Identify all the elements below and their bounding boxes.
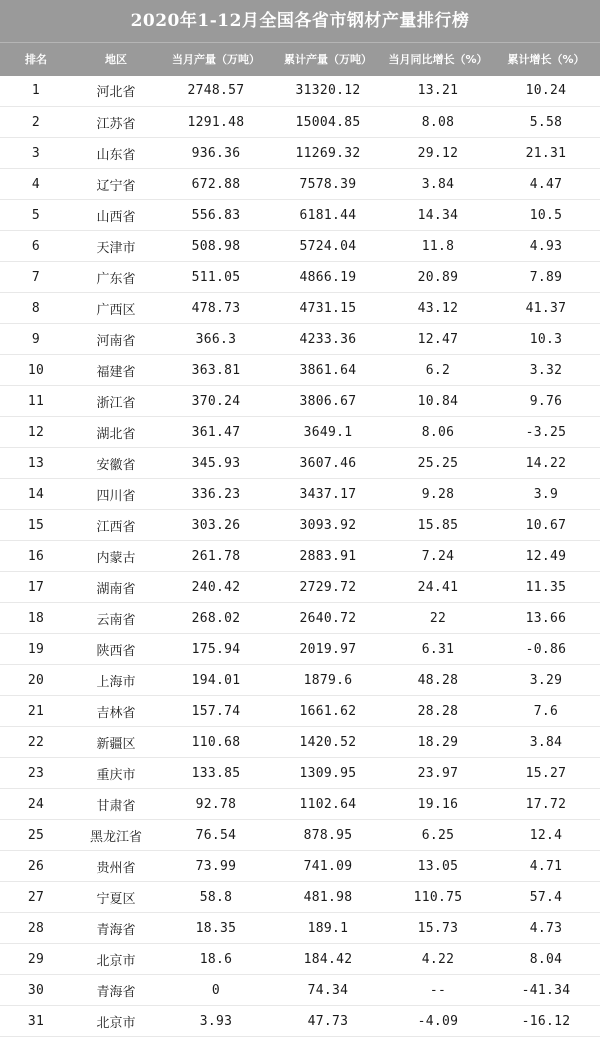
rank-cell: 4	[0, 169, 72, 200]
monthly-output-cell: 268.02	[160, 603, 272, 634]
region-cell: 河南省	[72, 324, 160, 355]
cumulative-growth-cell: 11.35	[492, 572, 600, 603]
rank-cell: 17	[0, 572, 72, 603]
cumulative-output-cell: 4866.19	[272, 262, 384, 293]
monthly-output-cell: 936.36	[160, 138, 272, 169]
cumulative-growth-cell: 4.47	[492, 169, 600, 200]
rank-cell: 11	[0, 386, 72, 417]
cumulative-growth-cell: 4.71	[492, 851, 600, 882]
cumulative-output-cell: 189.1	[272, 913, 384, 944]
cumulative-output-cell: 3607.46	[272, 448, 384, 479]
region-cell: 甘肃省	[72, 789, 160, 820]
region-cell: 辽宁省	[72, 169, 160, 200]
region-cell: 新疆区	[72, 727, 160, 758]
cumulative-growth-cell: 12.49	[492, 541, 600, 572]
table-header	[0, 43, 600, 76]
region-cell: 天津市	[72, 231, 160, 262]
monthly-output-cell: 478.73	[160, 293, 272, 324]
monthly-output-cell: 345.93	[160, 448, 272, 479]
region-cell: 山东省	[72, 138, 160, 169]
rank-cell: 7	[0, 262, 72, 293]
rank-cell: 28	[0, 913, 72, 944]
region-cell: 上海市	[72, 665, 160, 696]
cumulative-growth-cell: 4.73	[492, 913, 600, 944]
cumulative-output-cell: 3861.64	[272, 355, 384, 386]
monthly-yoy-growth-cell: 20.89	[384, 262, 492, 293]
rank-cell: 10	[0, 355, 72, 386]
monthly-yoy-growth-cell: 6.2	[384, 355, 492, 386]
monthly-output-cell: 175.94	[160, 634, 272, 665]
region-cell: 内蒙古	[72, 541, 160, 572]
rank-cell: 5	[0, 200, 72, 231]
cumulative-growth-cell: -16.12	[492, 1006, 600, 1037]
monthly-yoy-growth-cell: 13.05	[384, 851, 492, 882]
header-rank: 排名	[0, 43, 72, 76]
rank-cell: 16	[0, 541, 72, 572]
table-row	[0, 386, 600, 417]
rank-cell: 23	[0, 758, 72, 789]
table-body	[0, 76, 600, 1037]
ranking-table	[0, 42, 600, 1037]
rank-cell: 12	[0, 417, 72, 448]
monthly-output-cell: 18.6	[160, 944, 272, 975]
rank-cell: 15	[0, 510, 72, 541]
rank-cell: 9	[0, 324, 72, 355]
table-row	[0, 1006, 600, 1037]
rank-cell: 24	[0, 789, 72, 820]
table-row	[0, 758, 600, 789]
cumulative-growth-cell: 57.4	[492, 882, 600, 913]
header-monthly-output: 当月产量（万吨）	[160, 43, 272, 76]
monthly-output-cell: 58.8	[160, 882, 272, 913]
rank-cell: 3	[0, 138, 72, 169]
monthly-output-cell: 363.81	[160, 355, 272, 386]
region-cell: 广东省	[72, 262, 160, 293]
region-cell: 吉林省	[72, 696, 160, 727]
table-row	[0, 665, 600, 696]
region-cell: 贵州省	[72, 851, 160, 882]
rank-cell: 19	[0, 634, 72, 665]
table-row	[0, 138, 600, 169]
cumulative-growth-cell: 7.89	[492, 262, 600, 293]
monthly-yoy-growth-cell: 14.34	[384, 200, 492, 231]
monthly-yoy-growth-cell: 6.31	[384, 634, 492, 665]
monthly-output-cell: 133.85	[160, 758, 272, 789]
table-row	[0, 355, 600, 386]
table-row	[0, 696, 600, 727]
monthly-yoy-growth-cell: 22	[384, 603, 492, 634]
cumulative-growth-cell: 4.93	[492, 231, 600, 262]
monthly-yoy-growth-cell: 11.8	[384, 231, 492, 262]
cumulative-output-cell: 3093.92	[272, 510, 384, 541]
monthly-output-cell: 2748.57	[160, 76, 272, 107]
table-row	[0, 727, 600, 758]
header-cumulative-output: 累计产量（万吨）	[272, 43, 384, 76]
region-cell: 安徽省	[72, 448, 160, 479]
region-cell: 北京市	[72, 944, 160, 975]
cumulative-output-cell: 2883.91	[272, 541, 384, 572]
table-row	[0, 944, 600, 975]
cumulative-output-cell: 47.73	[272, 1006, 384, 1037]
monthly-yoy-growth-cell: 9.28	[384, 479, 492, 510]
cumulative-output-cell: 1661.62	[272, 696, 384, 727]
table-row	[0, 262, 600, 293]
cumulative-growth-cell: 13.66	[492, 603, 600, 634]
region-cell: 云南省	[72, 603, 160, 634]
cumulative-growth-cell: 10.67	[492, 510, 600, 541]
region-cell: 陕西省	[72, 634, 160, 665]
monthly-yoy-growth-cell: 23.97	[384, 758, 492, 789]
cumulative-output-cell: 878.95	[272, 820, 384, 851]
table-row	[0, 169, 600, 200]
monthly-yoy-growth-cell: 6.25	[384, 820, 492, 851]
cumulative-output-cell: 7578.39	[272, 169, 384, 200]
monthly-yoy-growth-cell: 15.73	[384, 913, 492, 944]
header-region: 地区	[72, 43, 160, 76]
cumulative-growth-cell: 9.76	[492, 386, 600, 417]
table-row	[0, 541, 600, 572]
monthly-output-cell: 3.93	[160, 1006, 272, 1037]
monthly-output-cell: 157.74	[160, 696, 272, 727]
cumulative-growth-cell: 3.29	[492, 665, 600, 696]
cumulative-output-cell: 3806.67	[272, 386, 384, 417]
monthly-yoy-growth-cell: 18.29	[384, 727, 492, 758]
monthly-output-cell: 1291.48	[160, 107, 272, 138]
monthly-yoy-growth-cell: 48.28	[384, 665, 492, 696]
cumulative-output-cell: 481.98	[272, 882, 384, 913]
monthly-yoy-growth-cell: 3.84	[384, 169, 492, 200]
cumulative-growth-cell: -41.34	[492, 975, 600, 1006]
rank-cell: 31	[0, 1006, 72, 1037]
monthly-yoy-growth-cell: 19.16	[384, 789, 492, 820]
monthly-output-cell: 508.98	[160, 231, 272, 262]
table-row	[0, 913, 600, 944]
cumulative-growth-cell: 3.32	[492, 355, 600, 386]
rank-cell: 18	[0, 603, 72, 634]
cumulative-growth-cell: 7.6	[492, 696, 600, 727]
cumulative-output-cell: 184.42	[272, 944, 384, 975]
rank-cell: 30	[0, 975, 72, 1006]
cumulative-output-cell: 31320.12	[272, 76, 384, 107]
monthly-yoy-growth-cell: 25.25	[384, 448, 492, 479]
table-row	[0, 448, 600, 479]
cumulative-growth-cell: 10.3	[492, 324, 600, 355]
cumulative-output-cell: 3649.1	[272, 417, 384, 448]
monthly-output-cell: 194.01	[160, 665, 272, 696]
rank-cell: 20	[0, 665, 72, 696]
region-cell: 黑龙江省	[72, 820, 160, 851]
monthly-output-cell: 511.05	[160, 262, 272, 293]
monthly-output-cell: 261.78	[160, 541, 272, 572]
monthly-yoy-growth-cell: 29.12	[384, 138, 492, 169]
rank-cell: 8	[0, 293, 72, 324]
cumulative-growth-cell: -3.25	[492, 417, 600, 448]
table-row	[0, 510, 600, 541]
table-row	[0, 975, 600, 1006]
cumulative-growth-cell: 10.5	[492, 200, 600, 231]
table-row	[0, 107, 600, 138]
region-cell: 河北省	[72, 76, 160, 107]
monthly-yoy-growth-cell: --	[384, 975, 492, 1006]
cumulative-growth-cell: 41.37	[492, 293, 600, 324]
region-cell: 江西省	[72, 510, 160, 541]
rank-cell: 21	[0, 696, 72, 727]
region-cell: 青海省	[72, 975, 160, 1006]
monthly-yoy-growth-cell: 15.85	[384, 510, 492, 541]
page-title: 2020年1-12月全国各省市钢材产量排行榜	[0, 0, 600, 42]
header-cumulative-growth: 累计增长（%）	[492, 43, 600, 76]
table-row	[0, 293, 600, 324]
cumulative-output-cell: 4731.15	[272, 293, 384, 324]
cumulative-growth-cell: 8.04	[492, 944, 600, 975]
table-row	[0, 603, 600, 634]
monthly-yoy-growth-cell: 8.06	[384, 417, 492, 448]
table-row	[0, 820, 600, 851]
table-row	[0, 76, 600, 107]
table-row	[0, 479, 600, 510]
monthly-yoy-growth-cell: 4.22	[384, 944, 492, 975]
rank-cell: 1	[0, 76, 72, 107]
region-cell: 四川省	[72, 479, 160, 510]
cumulative-output-cell: 6181.44	[272, 200, 384, 231]
monthly-output-cell: 76.54	[160, 820, 272, 851]
cumulative-growth-cell: 21.31	[492, 138, 600, 169]
monthly-output-cell: 672.88	[160, 169, 272, 200]
region-cell: 湖北省	[72, 417, 160, 448]
cumulative-output-cell: 1420.52	[272, 727, 384, 758]
cumulative-output-cell: 74.34	[272, 975, 384, 1006]
region-cell: 北京市	[72, 1006, 160, 1037]
cumulative-output-cell: 1879.6	[272, 665, 384, 696]
region-cell: 山西省	[72, 200, 160, 231]
region-cell: 福建省	[72, 355, 160, 386]
region-cell: 浙江省	[72, 386, 160, 417]
rank-cell: 2	[0, 107, 72, 138]
cumulative-output-cell: 3437.17	[272, 479, 384, 510]
cumulative-output-cell: 5724.04	[272, 231, 384, 262]
monthly-yoy-growth-cell: 8.08	[384, 107, 492, 138]
monthly-yoy-growth-cell: -4.09	[384, 1006, 492, 1037]
monthly-yoy-growth-cell: 13.21	[384, 76, 492, 107]
table-row	[0, 851, 600, 882]
table-row	[0, 789, 600, 820]
monthly-output-cell: 18.35	[160, 913, 272, 944]
cumulative-output-cell: 2019.97	[272, 634, 384, 665]
table-row	[0, 231, 600, 262]
rank-cell: 27	[0, 882, 72, 913]
table-row	[0, 324, 600, 355]
rank-cell: 29	[0, 944, 72, 975]
cumulative-growth-cell: -0.86	[492, 634, 600, 665]
table-row	[0, 882, 600, 913]
cumulative-growth-cell: 12.4	[492, 820, 600, 851]
cumulative-output-cell: 1309.95	[272, 758, 384, 789]
monthly-output-cell: 361.47	[160, 417, 272, 448]
monthly-output-cell: 92.78	[160, 789, 272, 820]
region-cell: 广西区	[72, 293, 160, 324]
monthly-yoy-growth-cell: 43.12	[384, 293, 492, 324]
cumulative-output-cell: 2729.72	[272, 572, 384, 603]
cumulative-output-cell: 1102.64	[272, 789, 384, 820]
monthly-output-cell: 0	[160, 975, 272, 1006]
region-cell: 重庆市	[72, 758, 160, 789]
monthly-output-cell: 110.68	[160, 727, 272, 758]
region-cell: 江苏省	[72, 107, 160, 138]
cumulative-growth-cell: 14.22	[492, 448, 600, 479]
rank-cell: 6	[0, 231, 72, 262]
rank-cell: 22	[0, 727, 72, 758]
cumulative-growth-cell: 10.24	[492, 76, 600, 107]
cumulative-growth-cell: 15.27	[492, 758, 600, 789]
monthly-output-cell: 240.42	[160, 572, 272, 603]
header-monthly-yoy-growth: 当月同比增长（%）	[384, 43, 492, 76]
monthly-yoy-growth-cell: 110.75	[384, 882, 492, 913]
rank-cell: 26	[0, 851, 72, 882]
rank-cell: 14	[0, 479, 72, 510]
monthly-yoy-growth-cell: 28.28	[384, 696, 492, 727]
cumulative-growth-cell: 17.72	[492, 789, 600, 820]
monthly-yoy-growth-cell: 12.47	[384, 324, 492, 355]
header-row	[0, 43, 600, 76]
table-row	[0, 200, 600, 231]
monthly-output-cell: 366.3	[160, 324, 272, 355]
rank-cell: 13	[0, 448, 72, 479]
monthly-yoy-growth-cell: 7.24	[384, 541, 492, 572]
cumulative-output-cell: 2640.72	[272, 603, 384, 634]
monthly-output-cell: 336.23	[160, 479, 272, 510]
region-cell: 湖南省	[72, 572, 160, 603]
monthly-yoy-growth-cell: 24.41	[384, 572, 492, 603]
table-row	[0, 417, 600, 448]
cumulative-output-cell: 741.09	[272, 851, 384, 882]
cumulative-growth-cell: 3.9	[492, 479, 600, 510]
region-cell: 宁夏区	[72, 882, 160, 913]
region-cell: 青海省	[72, 913, 160, 944]
cumulative-growth-cell: 3.84	[492, 727, 600, 758]
table-row	[0, 634, 600, 665]
cumulative-output-cell: 15004.85	[272, 107, 384, 138]
monthly-output-cell: 303.26	[160, 510, 272, 541]
monthly-output-cell: 73.99	[160, 851, 272, 882]
rank-cell: 25	[0, 820, 72, 851]
monthly-output-cell: 370.24	[160, 386, 272, 417]
cumulative-growth-cell: 5.58	[492, 107, 600, 138]
monthly-output-cell: 556.83	[160, 200, 272, 231]
monthly-yoy-growth-cell: 10.84	[384, 386, 492, 417]
cumulative-output-cell: 11269.32	[272, 138, 384, 169]
table-row	[0, 572, 600, 603]
cumulative-output-cell: 4233.36	[272, 324, 384, 355]
